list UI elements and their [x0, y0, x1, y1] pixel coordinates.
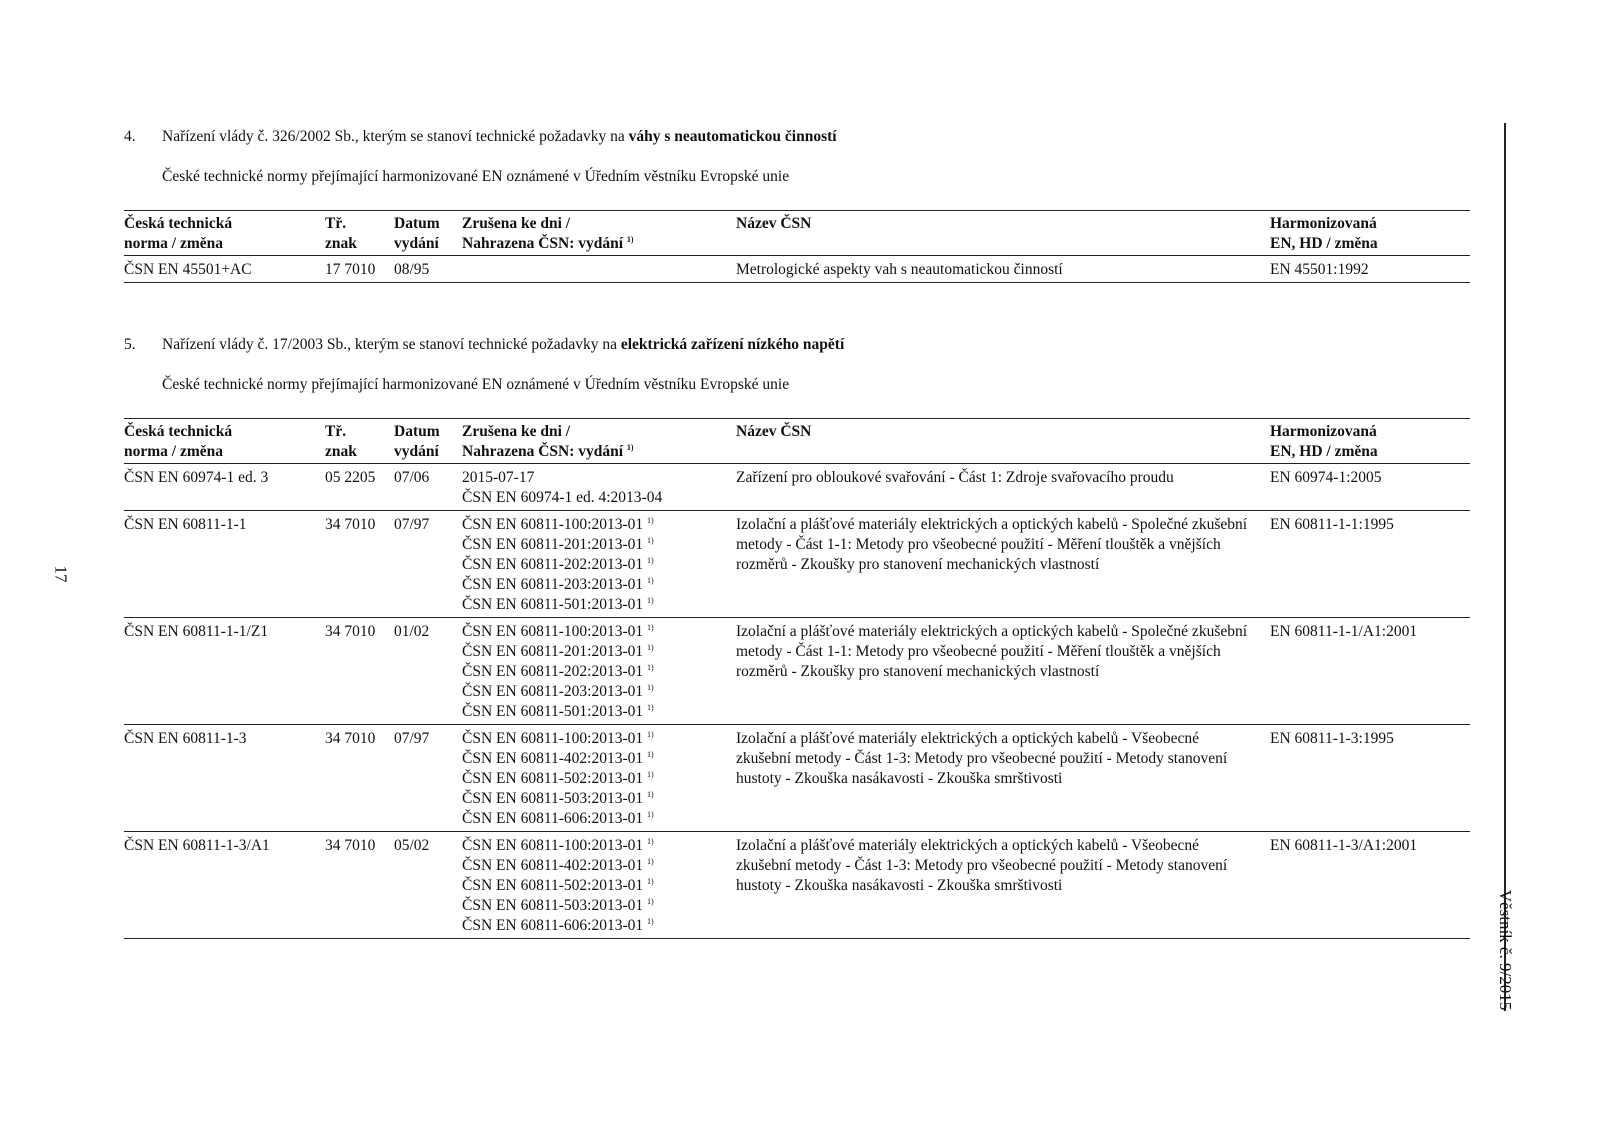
- column-header-line: EN, HD / změna: [1270, 235, 1378, 252]
- replacement-text: ČSN EN 60811-201:2013-01: [462, 536, 644, 553]
- replacement-text: ČSN EN 60811-503:2013-01: [462, 790, 644, 807]
- section-5-subtitle: České technické normy přejímající harmonizované EN oznámené v Úředním věstníku Evropské unie: [162, 376, 790, 393]
- table-row: [124, 618, 1470, 725]
- replacement-text: ČSN EN 60811-503:2013-01: [462, 897, 644, 914]
- column-header-line: Datum: [394, 423, 440, 440]
- replacement-line: [462, 809, 736, 829]
- harmonized-cell: EN 60811-1-1/A1:2001: [1270, 623, 1418, 640]
- table-header-row: [124, 211, 1470, 256]
- footnote-mark: 1): [647, 536, 654, 545]
- column-header-line: Datum: [394, 215, 440, 232]
- column-header-line: norma / změna: [124, 235, 224, 252]
- column-header-line: [462, 234, 736, 254]
- section-4-subtitle: České technické normy přejímající harmonizované EN oznámené v Úředním věstníku Evropské unie: [162, 168, 790, 185]
- replacement-text: 2015-07-17: [462, 469, 535, 486]
- zrusena-cell: [462, 725, 736, 832]
- datum-cell: 08/95: [394, 261, 430, 278]
- harmonized-cell: EN 60811-1-3/A1:2001: [1270, 837, 1418, 854]
- replacement-text: ČSN EN 60811-501:2013-01: [462, 703, 644, 720]
- norma-cell: ČSN EN 60811-1-3/A1: [124, 837, 270, 854]
- table-row: [124, 511, 1470, 618]
- znak-cell: 05 2205: [325, 469, 376, 486]
- footnote-mark: 1): [647, 623, 654, 632]
- page-number: 17: [51, 565, 71, 583]
- norma-cell: ČSN EN 45501+AC: [124, 261, 252, 278]
- replacement-line: [462, 769, 736, 789]
- footnote-mark: 1): [647, 516, 654, 525]
- footnote-mark: 1): [647, 837, 654, 846]
- norma-cell: ČSN EN 60811-1-1/Z1: [124, 623, 269, 640]
- norma-cell: ČSN EN 60811-1-3: [124, 730, 247, 747]
- column-header-line: Zrušena ke dni /: [462, 215, 571, 232]
- footnote-mark: 1): [647, 683, 654, 692]
- footnote-mark: 1): [647, 897, 654, 906]
- replacement-text: ČSN EN 60811-402:2013-01: [462, 857, 644, 874]
- norma-cell: ČSN EN 60811-1-1: [124, 516, 247, 533]
- column-header: [462, 419, 736, 464]
- replacement-line: [462, 836, 736, 856]
- footnote-mark: 1): [626, 443, 634, 452]
- nazev-cell: Izolační a plášťové materiály elektrických a optických kabelů - Všeobecné zkušební metody - Část 1-3: Metody pro všeobecné použití - Metody stanovení hustoty - Zkouška nasákavosti - Zkouška smrštivosti: [736, 730, 1228, 787]
- replacement-line: [462, 662, 736, 682]
- znak-cell: 34 7010: [325, 837, 376, 854]
- column-header-text: Nahrazena ČSN: vydání: [462, 235, 624, 252]
- column-header-line: Zrušena ke dni /: [462, 423, 571, 440]
- footnote-mark: 1): [647, 917, 654, 926]
- replacement-text: ČSN EN 60811-202:2013-01: [462, 556, 644, 573]
- column-header-line: Tř.: [325, 215, 347, 232]
- replacement-line: [462, 896, 736, 916]
- replacement-text: ČSN EN 60974-1 ed. 4:2013-04: [462, 489, 663, 506]
- replacement-line: [462, 468, 736, 488]
- nazev-cell: Izolační a plášťové materiály elektrických a optických kabelů - Společné zkušební metody - Část 1-1: Metody pro všeobecné použití - Měření tlouštěk a vnějších rozměrů - Zkoušky pro stanovení mechanických vlastností: [736, 623, 1248, 680]
- column-header: [124, 419, 325, 464]
- table-header-row: [124, 419, 1470, 464]
- column-header: [325, 211, 394, 256]
- column-header: [394, 419, 462, 464]
- harmonized-cell: EN 60811-1-1:1995: [1270, 516, 1394, 533]
- replacement-line: [462, 515, 736, 535]
- replacement-text: ČSN EN 60811-402:2013-01: [462, 750, 644, 767]
- replacement-text: ČSN EN 60811-502:2013-01: [462, 770, 644, 787]
- replacement-line: [462, 595, 736, 615]
- harmonized-cell: EN 60974-1:2005: [1270, 469, 1382, 486]
- column-header-line: EN, HD / změna: [1270, 443, 1378, 460]
- column-header-line: znak: [325, 235, 357, 252]
- table-row: [124, 256, 1470, 283]
- replacement-text: ČSN EN 60811-203:2013-01: [462, 576, 644, 593]
- footnote-mark: 1): [647, 730, 654, 739]
- zrusena-cell: [462, 256, 736, 283]
- footnote-mark: 1): [647, 790, 654, 799]
- column-header-line: Harmonizovaná: [1270, 423, 1377, 440]
- column-header-line: Název ČSN: [736, 423, 812, 440]
- znak-cell: 34 7010: [325, 623, 376, 640]
- section-4-table: [124, 210, 1470, 283]
- datum-cell: 05/02: [394, 837, 430, 854]
- table-row: [124, 725, 1470, 832]
- znak-cell: 34 7010: [325, 730, 376, 747]
- harmonized-cell: EN 45501:1992: [1270, 261, 1369, 278]
- column-header-line: Název ČSN: [736, 215, 812, 232]
- column-header-line: Česká technická: [124, 215, 233, 232]
- column-header: [1270, 419, 1470, 464]
- replacement-text: ČSN EN 60811-203:2013-01: [462, 683, 644, 700]
- zrusena-cell: [462, 618, 736, 725]
- section-title-bold: elektrická zařízení nízkého napětí: [620, 336, 845, 353]
- replacement-text: ČSN EN 60811-100:2013-01: [462, 837, 644, 854]
- replacement-line: [462, 642, 736, 662]
- datum-cell: 07/97: [394, 516, 430, 533]
- datum-cell: 01/02: [394, 623, 430, 640]
- column-header: [736, 419, 1270, 464]
- column-header: [394, 211, 462, 256]
- datum-cell: 07/97: [394, 730, 430, 747]
- replacement-text: ČSN EN 60811-201:2013-01: [462, 643, 644, 660]
- section-number: 4.: [124, 128, 136, 145]
- column-header-line: Harmonizovaná: [1270, 215, 1377, 232]
- footnote-mark: 1): [647, 857, 654, 866]
- replacement-line: [462, 856, 736, 876]
- footnote-mark: 1): [647, 596, 654, 605]
- column-header: [736, 211, 1270, 256]
- section-title-bold: váhy s neautomatickou činností: [628, 128, 837, 145]
- section-number: 5.: [124, 336, 136, 353]
- column-header-line: Česká technická: [124, 423, 233, 440]
- nazev-cell: Zařízení pro obloukové svařování - Část 1: Zdroje svařovacího proudu: [736, 469, 1174, 486]
- section-4-heading: [124, 128, 837, 146]
- replacement-text: ČSN EN 60811-202:2013-01: [462, 663, 644, 680]
- replacement-line: [462, 749, 736, 769]
- replacement-text: ČSN EN 60811-100:2013-01: [462, 730, 644, 747]
- footnote-mark: 1): [647, 877, 654, 886]
- zrusena-cell: [462, 832, 736, 939]
- zrusena-cell: [462, 464, 736, 511]
- footnote-mark: 1): [647, 556, 654, 565]
- column-header: [325, 419, 394, 464]
- column-header: [462, 211, 736, 256]
- replacement-line: [462, 789, 736, 809]
- replacement-text: ČSN EN 60811-502:2013-01: [462, 877, 644, 894]
- replacement-text: ČSN EN 60811-100:2013-01: [462, 623, 644, 640]
- footnote-mark: 1): [647, 750, 654, 759]
- column-header: [124, 211, 325, 256]
- footnote-mark: 1): [647, 703, 654, 712]
- column-header-line: norma / změna: [124, 443, 224, 460]
- column-header-line: Tř.: [325, 423, 347, 440]
- column-header-line: vydání: [394, 235, 439, 252]
- table-row: [124, 832, 1470, 939]
- znak-cell: 34 7010: [325, 516, 376, 533]
- section-5-table: [124, 418, 1470, 939]
- replacement-line: [462, 682, 736, 702]
- column-header-line: [462, 442, 736, 462]
- replacement-line: [462, 622, 736, 642]
- column-header-text: Nahrazena ČSN: vydání: [462, 443, 624, 460]
- column-header: [1270, 211, 1470, 256]
- column-header-line: vydání: [394, 443, 439, 460]
- journal-label: Věstník č. 9/2015: [1496, 889, 1515, 1011]
- zrusena-cell: [462, 511, 736, 618]
- footnote-mark: 1): [626, 235, 634, 244]
- replacement-line: [462, 535, 736, 555]
- nazev-cell: Metrologické aspekty vah s neautomatickou činností: [736, 261, 1063, 278]
- norma-cell: ČSN EN 60974-1 ed. 3: [124, 469, 269, 486]
- replacement-text: ČSN EN 60811-606:2013-01: [462, 810, 644, 827]
- replacement-line: [462, 488, 736, 508]
- table-row: [124, 464, 1470, 511]
- column-header-line: znak: [325, 443, 357, 460]
- footnote-mark: 1): [647, 643, 654, 652]
- section-title: Nařízení vlády č. 17/2003 Sb., kterým se stanoví technické požadavky na: [162, 336, 621, 353]
- replacement-line: [462, 575, 736, 595]
- section-title: Nařízení vlády č. 326/2002 Sb., kterým se stanoví technické požadavky na: [162, 128, 629, 145]
- replacement-line: [462, 702, 736, 722]
- footnote-mark: 1): [647, 810, 654, 819]
- footnote-mark: 1): [647, 770, 654, 779]
- replacement-text: ČSN EN 60811-606:2013-01: [462, 917, 644, 934]
- replacement-text: ČSN EN 60811-100:2013-01: [462, 516, 644, 533]
- nazev-cell: Izolační a plášťové materiály elektrických a optických kabelů - Všeobecné zkušební metody - Část 1-3: Metody pro všeobecné použití - Metody stanovení hustoty - Zkouška nasákavosti - Zkouška smrštivosti: [736, 837, 1228, 894]
- harmonized-cell: EN 60811-1-3:1995: [1270, 730, 1394, 747]
- replacement-line: [462, 876, 736, 896]
- nazev-cell: Izolační a plášťové materiály elektrických a optických kabelů - Společné zkušební metody - Část 1-1: Metody pro všeobecné použití - Měření tlouštěk a vnějších rozměrů - Zkoušky pro stanovení mechanických vlastností: [736, 516, 1248, 573]
- replacement-line: [462, 729, 736, 749]
- footnote-mark: 1): [647, 663, 654, 672]
- replacement-line: [462, 555, 736, 575]
- section-5-heading: [124, 336, 844, 354]
- znak-cell: 17 7010: [325, 261, 376, 278]
- footnote-mark: 1): [647, 576, 654, 585]
- replacement-text: ČSN EN 60811-501:2013-01: [462, 596, 644, 613]
- datum-cell: 07/06: [394, 469, 430, 486]
- replacement-line: [462, 916, 736, 936]
